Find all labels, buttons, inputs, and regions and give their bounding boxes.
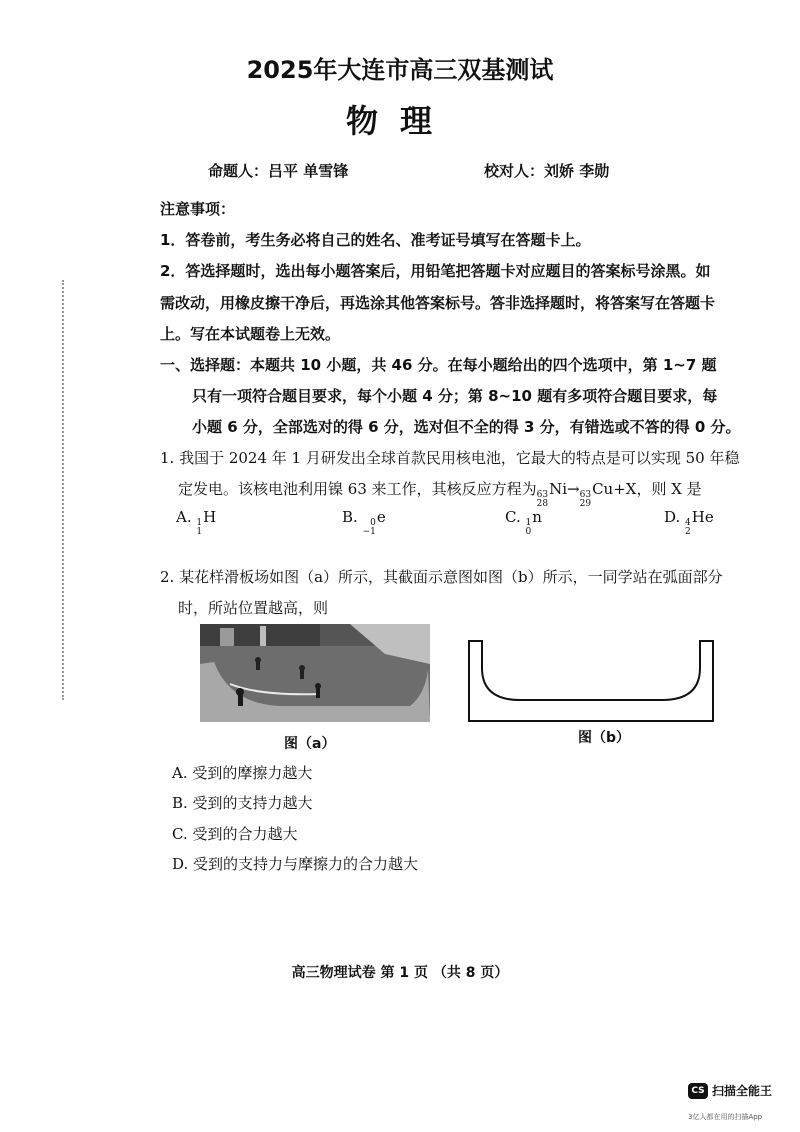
binding-margin-dots xyxy=(62,280,65,700)
scanner-watermark xyxy=(688,1082,772,1099)
note-item-1: 1．答卷前，考生务必将自己的姓名、准考证号填写在答题卡上。 xyxy=(160,231,591,249)
q2-option-c: C. 受到的合力越大 xyxy=(172,825,298,843)
skatepark-photo-illustration xyxy=(200,624,430,722)
skatepark-photo xyxy=(200,624,430,722)
authors: 命题人：吕平 单雪锋 xyxy=(208,162,349,180)
figure-b-caption: 图（b） xyxy=(578,730,631,746)
section-1-line-1: 一、选择题：本题共 10 小题，共 46 分。在每小题给出的四个选项中，第 1~7 题 xyxy=(160,356,717,374)
note-item-2-line-1: 2．答选择题时，选出每小题答案后，用铅笔把答题卡对应题目的答案标号涂黑。如 xyxy=(160,262,711,280)
notes-heading: 注意事项： xyxy=(160,200,236,218)
half-pipe-cross-section xyxy=(468,640,714,722)
q1-option-a: A. 1 1 H xyxy=(176,508,217,537)
subject-title: 物理 xyxy=(345,102,454,140)
q1-option-c: C. 1 0 n xyxy=(505,508,542,537)
q2-line-1: 2. 某花样滑板场如图（a）所示，其截面示意图如图（b）所示，一同学站在弧面部分 xyxy=(160,568,723,586)
watermark-name: 扫描全能王 xyxy=(712,1084,773,1098)
watermark-tagline: 3亿人都在用的扫描App xyxy=(688,1113,763,1121)
q1-line-1: 1. 我国于 2024 年 1 月研发出全球首款民用核电池，它最大的特点是可以实现 50 年稳 xyxy=(160,449,740,467)
section-1-line-3: 小题 6 分，全部选对的得 6 分，选对但不全的得 3 分，有错选或不答的得 0 分。 xyxy=(192,418,741,436)
note-item-2-line-2: 需改动，用橡皮擦干净后，再选涂其他答案标号。答非选择题时，将答案写在答题卡 xyxy=(160,294,716,312)
nuclide-cu: 63 29 Cu xyxy=(579,480,614,509)
q2-option-b: B. 受到的支持力越大 xyxy=(172,794,313,812)
q1-option-b: B. 0 −1 e xyxy=(342,508,386,537)
q2-option-d: D. 受到的支持力与摩擦力的合力越大 xyxy=(172,855,419,873)
figure-a-caption: 图（a） xyxy=(284,736,336,752)
nuclide-ni: 63 28 Ni xyxy=(536,480,568,509)
section-1-line-2: 只有一项符合题目要求，每个小题 4 分；第 8~10 题有多项符合题目要求，每 xyxy=(192,387,718,405)
q2-option-a: A. 受到的摩擦力越大 xyxy=(172,764,313,782)
note-item-2-line-3: 上。写在本试题卷上无效。 xyxy=(160,325,341,343)
page-footer: 高三物理试卷 第 1 页 （共 8 页） xyxy=(291,965,509,981)
reaction-arrow: → xyxy=(567,480,580,498)
q1-line-2: 定发电。该核电池利用镍 63 来工作，其核反应方程为 63 28 Ni→ 63 29 Cu+X，则 X 是 xyxy=(178,480,702,509)
camscanner-logo-icon: CS xyxy=(688,1083,708,1099)
q2-line-2: 时，所站位置越高，则 xyxy=(178,599,329,617)
exam-title: 2025年大连市高三双基测试 xyxy=(246,56,554,84)
q1-option-d: D. 4 2 He xyxy=(664,508,714,537)
checkers: 校对人：刘娇 李勋 xyxy=(484,162,610,180)
